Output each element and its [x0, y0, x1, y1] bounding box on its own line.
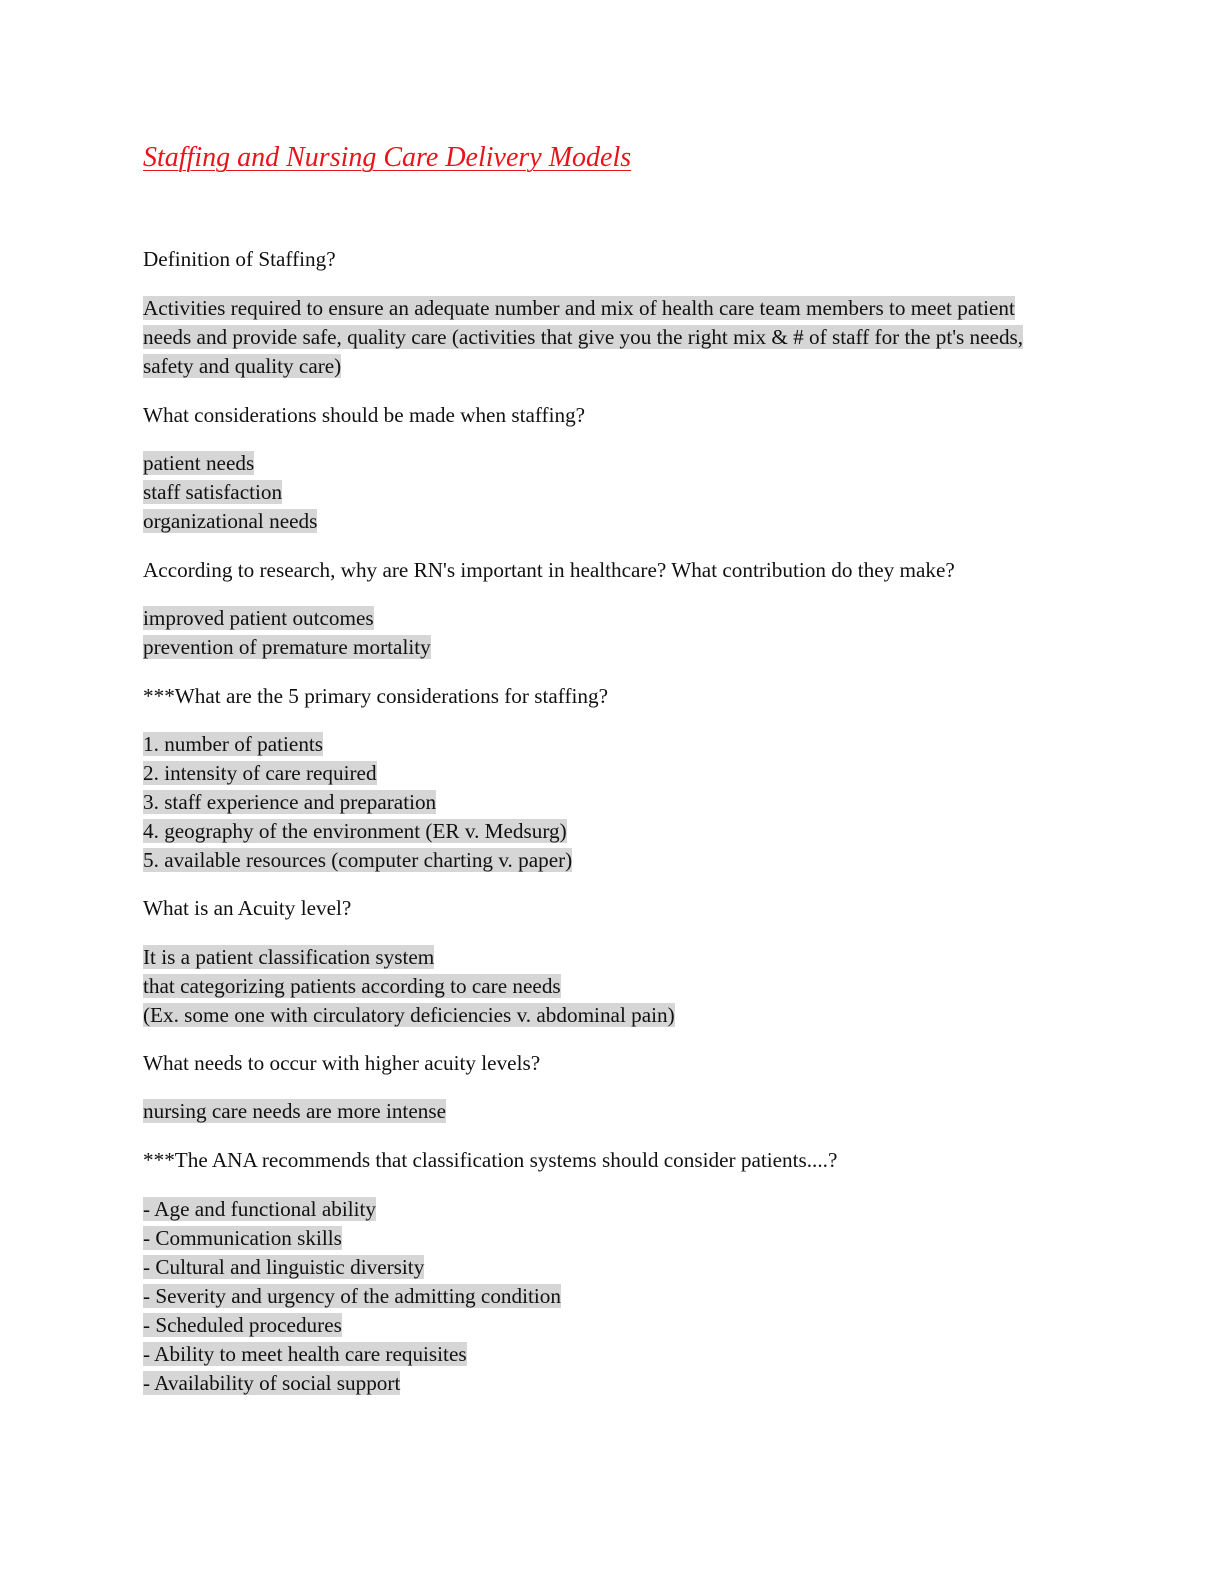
- answer-line: 2. intensity of care required: [143, 761, 377, 785]
- answer-line: Activities required to ensure an adequate number and mix of health care team members to meet patient: [143, 296, 1015, 320]
- answer-staffing-considerations: [143, 449, 317, 536]
- answer-line: 1. number of patients: [143, 732, 324, 756]
- answer-higher-acuity: [143, 1097, 446, 1126]
- answer-acuity-level: [143, 943, 675, 1030]
- answer-rn-importance: [143, 604, 431, 662]
- answer-line: 4. geography of the environment (ER v. Medsurg): [143, 819, 567, 843]
- answer-line: - Age and functional ability: [143, 1197, 376, 1221]
- answer-line: - Severity and urgency of the admitting condition: [143, 1284, 561, 1308]
- answer-line: - Communication skills: [143, 1226, 342, 1250]
- answer-line: It is a patient classification system: [143, 945, 435, 969]
- answer-line: safety and quality care): [143, 354, 342, 378]
- answer-line: staff satisfaction: [143, 480, 283, 504]
- question-ana-recommendations: ***The ANA recommends that classification systems should consider patients....?: [143, 1148, 838, 1172]
- question-acuity-level: What is an Acuity level?: [143, 896, 352, 920]
- answer-line: that categorizing patients according to care needs: [143, 974, 561, 998]
- document-title: Staffing and Nursing Care Delivery Models: [143, 142, 632, 173]
- answer-line: - Cultural and linguistic diversity: [143, 1255, 425, 1279]
- question-rn-importance: According to research, why are RN's important in healthcare? What contribution do they make?: [143, 558, 955, 582]
- answer-line: - Ability to meet health care requisites: [143, 1342, 467, 1366]
- answer-line: 3. staff experience and preparation: [143, 790, 437, 814]
- answer-line: patient needs: [143, 451, 255, 475]
- question-higher-acuity: What needs to occur with higher acuity levels?: [143, 1051, 541, 1075]
- answer-line: nursing care needs are more intense: [143, 1099, 446, 1123]
- question-five-primary-considerations: ***What are the 5 primary considerations for staffing?: [143, 684, 608, 708]
- answer-ana-recommendations: [143, 1195, 561, 1398]
- answer-line: 5. available resources (computer charting v. paper): [143, 848, 573, 872]
- answer-line: - Scheduled procedures: [143, 1313, 342, 1337]
- answer-definition-of-staffing: [143, 294, 1023, 381]
- answer-line: organizational needs: [143, 509, 318, 533]
- answer-five-primary-considerations: [143, 730, 572, 875]
- question-definition-of-staffing: Definition of Staffing?: [143, 247, 336, 271]
- answer-line: needs and provide safe, quality care (activities that give you the right mix & # of staff for the pt's needs,: [143, 325, 1024, 349]
- answer-line: (Ex. some one with circulatory deficiencies v. abdominal pain): [143, 1003, 675, 1027]
- answer-line: prevention of premature mortality: [143, 635, 431, 659]
- answer-line: improved patient outcomes: [143, 606, 374, 630]
- question-staffing-considerations: What considerations should be made when staffing?: [143, 403, 586, 427]
- answer-line: - Availability of social support: [143, 1371, 401, 1395]
